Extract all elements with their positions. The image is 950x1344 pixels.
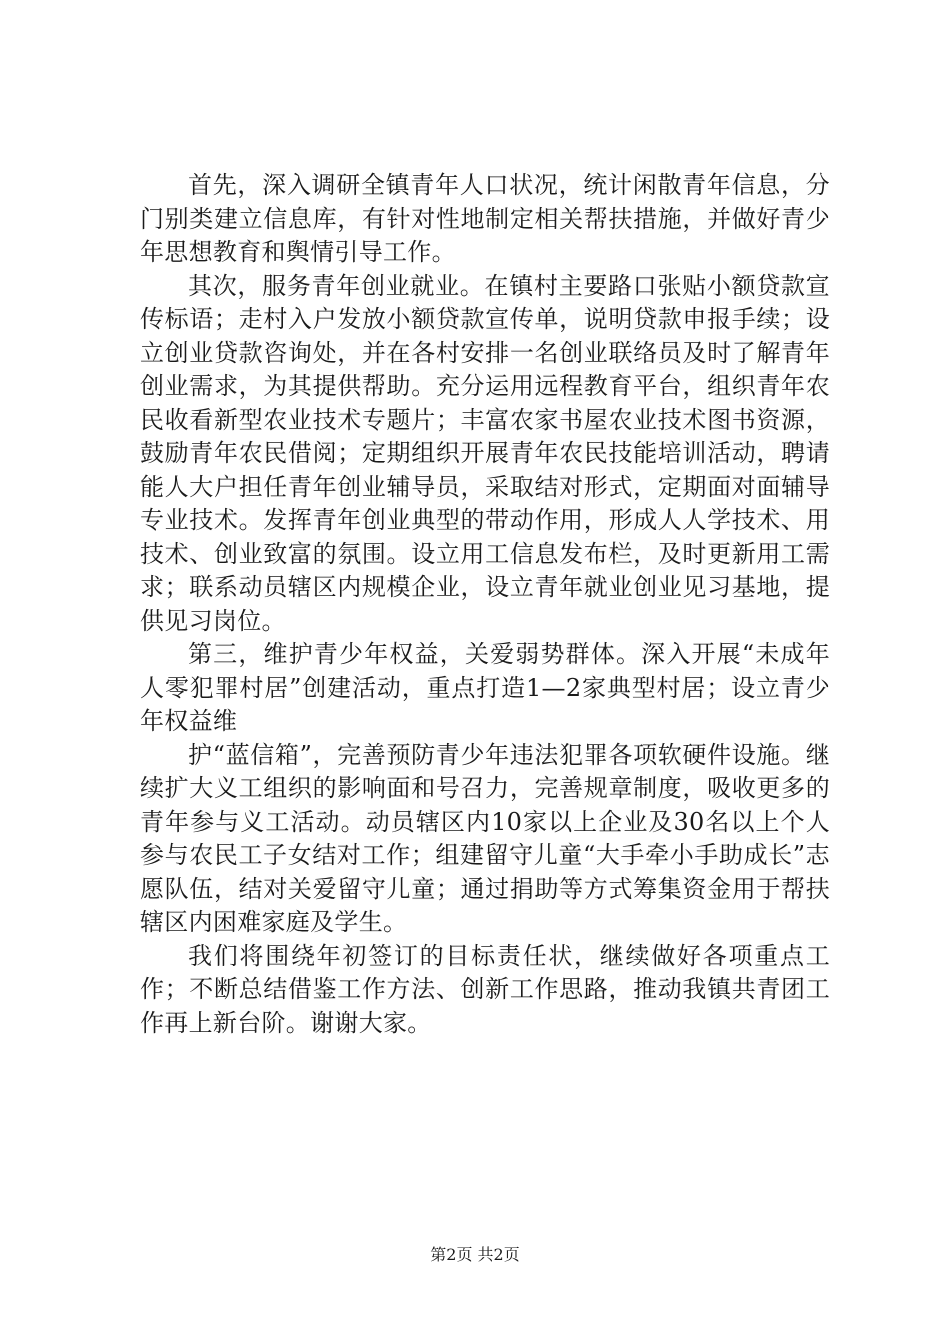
paragraph-survey: 首先，深入调研全镇青年人口状况，统计闲散青年信息，分门别类建立信息库，有针对性地制定相关帮扶措施，并做好青少年思想教育和舆情引导工作。 (140, 171, 830, 266)
page-number-footer: 第2页 共2页 (430, 1245, 520, 1264)
paragraph-rights-continued: 护“蓝信箱”，完善预防青少年违法犯罪各项软硬件设施。继续扩大义工组织的影响面和号召力，完善规章制度，吸收更多的青年参与义工活动。动员辖区内10家以上企业及30名以上个人参与农民工子女结对工作；组建留守儿童“大手牵小手助成长”志愿队伍，结对关爱留守儿童；通过捐助等方式筹集资金用于帮扶辖区内困难家庭及学生。 (140, 740, 830, 936)
paragraph-rights: 第三，维护青少年权益，关爱弱势群体。深入开展“未成年人零犯罪村居”创建活动，重点打造1—2家典型村居；设立青少年权益维 (140, 640, 830, 735)
paragraph-employment: 其次，服务青年创业就业。在镇村主要路口张贴小额贷款宣传标语；走村入户发放小额贷款宣传单，说明贷款申报手续；设立创业贷款咨询处，并在各村安排一名创业联络员及时了解青年创业需求，为其提供帮助。充分运用远程教育平台，组织青年农民收看新型农业技术专题片；丰富农家书屋农业技术图书资源，鼓励青年农民借阅；定期组织开展青年农民技能培训活动，聘请能人大户担任青年创业辅导员，采取结对形式，定期面对面辅导专业技术。发挥青年创业典型的带动作用，形成人人学技术、用技术、创业致富的氛围。设立用工信息发布栏，及时更新用工需求；联系动员辖区内规模企业，设立青年就业创业见习基地，提供见习岗位。 (140, 271, 830, 635)
document-body (140, 169, 830, 1040)
paragraph-closing: 我们将围绕年初签订的目标责任状，继续做好各项重点工作；不断总结借鉴工作方法、创新工作思路，推动我镇共青团工作再上新台阶。谢谢大家。 (140, 941, 830, 1037)
